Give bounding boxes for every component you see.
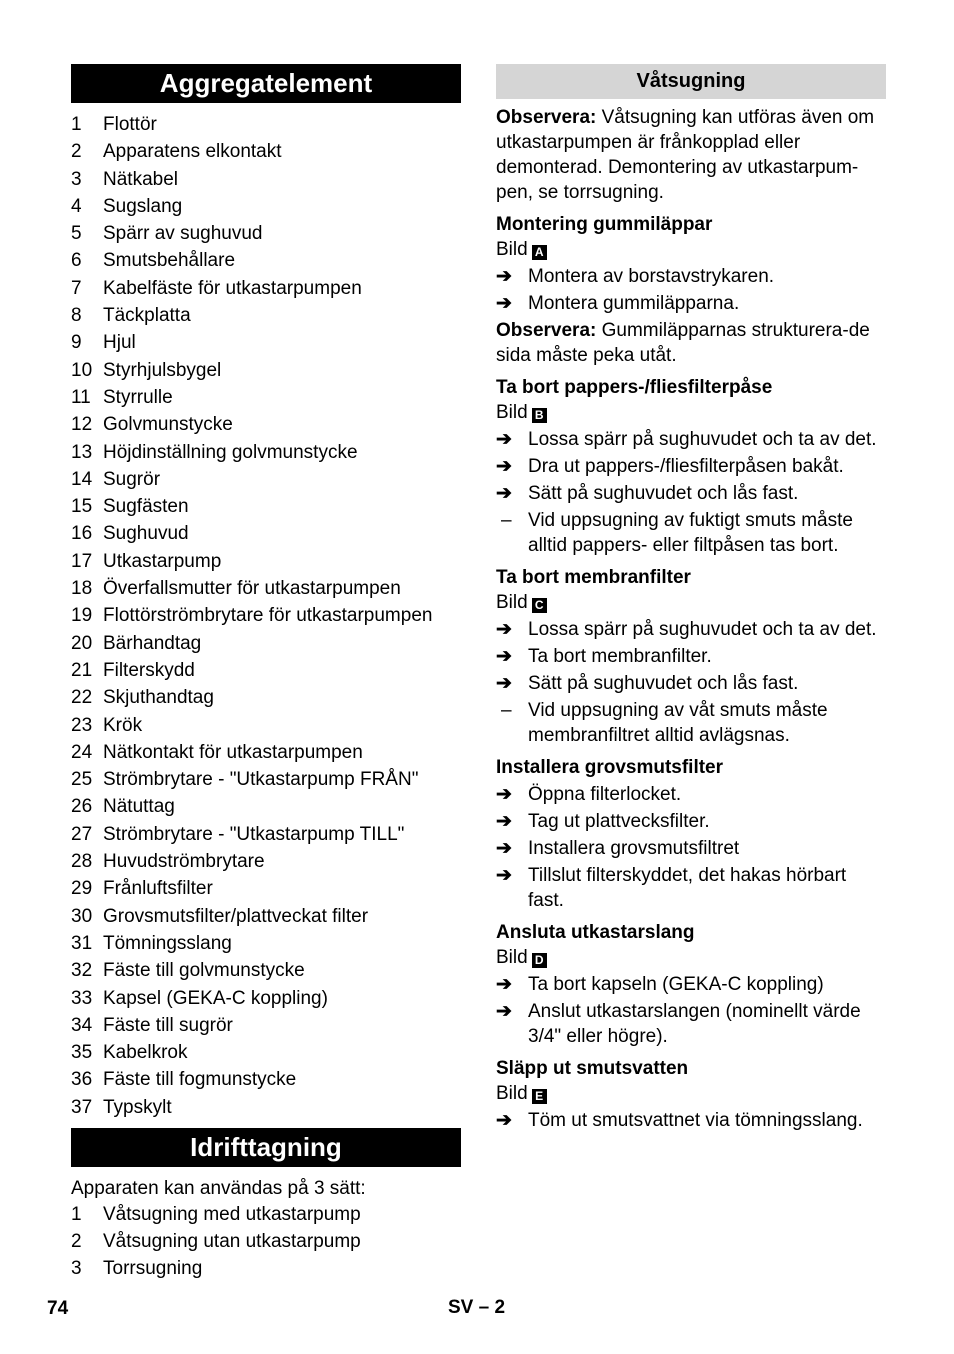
figure-label: Bild	[496, 947, 528, 968]
startup-mode-item	[71, 1201, 461, 1228]
instruction-step-text: Sätt på sughuvudet och lås fast.	[528, 673, 799, 694]
component-item-number: 10	[71, 359, 93, 381]
component-item-label: Nätkontakt för utkastarpumpen	[103, 741, 363, 763]
component-item-number: 34	[71, 1014, 93, 1036]
component-item-number: 22	[71, 687, 93, 709]
component-item-label: Fäste till fogmunstycke	[103, 1069, 297, 1091]
instruction-step-text: Sätt på sughuvudet och lås fast.	[528, 483, 799, 504]
component-item	[71, 220, 461, 247]
instruction-step	[496, 1108, 886, 1133]
instruction-step	[496, 481, 886, 506]
figure-label: Bild	[496, 239, 528, 260]
component-item-label: Golvmunstycke	[103, 414, 233, 436]
dash-bullet: –	[501, 700, 512, 721]
component-item-number: 18	[71, 578, 93, 600]
component-item-label: Utkastarpump	[103, 550, 222, 572]
component-item	[71, 630, 461, 657]
component-item-number: 24	[71, 741, 93, 763]
instruction-step-text: Montera gummiläpparna.	[528, 293, 740, 314]
component-item-label: Skjuthandtag	[103, 687, 214, 709]
figure-reference	[496, 1081, 886, 1106]
component-item	[71, 875, 461, 902]
instruction-step	[496, 999, 886, 1049]
instruction-step	[496, 454, 886, 479]
component-item	[71, 466, 461, 493]
component-item	[71, 329, 461, 356]
note-paragraph	[496, 318, 886, 368]
component-item-label: Styrrulle	[103, 386, 173, 408]
component-item	[71, 411, 461, 438]
component-item	[71, 985, 461, 1012]
startup-mode-item-label: Torrsugning	[103, 1257, 203, 1279]
component-item-number: 3	[71, 168, 82, 190]
component-item-label: Apparatens elkontakt	[103, 141, 282, 163]
component-item	[71, 957, 461, 984]
component-item-label: Kapsel (GEKA-C koppling)	[103, 987, 328, 1009]
instruction-step-text: Lossa spärr på sughuvudet och ta av det.	[528, 619, 877, 640]
right-column	[496, 64, 886, 1133]
component-item-label: Filterskydd	[103, 659, 195, 681]
component-item-label: Tömningsslang	[103, 932, 232, 954]
note-text: Gummiläpparnas strukturera-de sida måste peka utåt.	[496, 320, 870, 366]
instruction-step-text: Anslut utkastarslangen (nominellt värde 3/4" eller högre).	[528, 1001, 861, 1047]
arrow-right-icon: ➔	[496, 456, 512, 477]
dash-note	[496, 698, 886, 748]
component-item-number: 26	[71, 796, 93, 818]
component-item-number: 21	[71, 659, 93, 681]
component-item	[71, 193, 461, 220]
instruction-step	[496, 644, 886, 669]
arrow-right-icon: ➔	[496, 974, 512, 995]
component-item-number: 36	[71, 1069, 93, 1091]
instruction-step-text: Dra ut pappers-/fliesfilterpåsen bakåt.	[528, 456, 844, 477]
arrow-right-icon: ➔	[496, 429, 512, 450]
instruction-step-text: Töm ut smutsvattnet via tömningsslang.	[528, 1110, 863, 1131]
component-item-number: 28	[71, 851, 93, 873]
note-label: Observera:	[496, 320, 597, 341]
component-item-number: 9	[71, 332, 82, 354]
component-item-label: Frånluftsfilter	[103, 878, 213, 900]
component-item-label: Kabelkrok	[103, 1042, 188, 1064]
arrow-right-icon: ➔	[496, 266, 512, 287]
component-item-number: 37	[71, 1096, 93, 1118]
component-item-number: 17	[71, 550, 93, 572]
dash-note	[496, 508, 886, 558]
instruction-step	[496, 863, 886, 913]
component-item	[71, 111, 461, 138]
figure-letter-badge: D	[532, 953, 547, 968]
subsection-heading: Ansluta utkastarslang	[496, 922, 695, 943]
component-item	[71, 821, 461, 848]
section-title-wet-vacuuming: Våtsugning	[496, 64, 886, 99]
component-item-number: 2	[71, 141, 82, 163]
instruction-step	[496, 972, 886, 997]
component-item-number: 20	[71, 632, 93, 654]
left-column	[71, 64, 461, 1282]
component-item-number: 33	[71, 987, 93, 1009]
component-item-number: 5	[71, 223, 82, 245]
component-item	[71, 493, 461, 520]
component-item-number: 29	[71, 878, 93, 900]
instruction-step	[496, 264, 886, 289]
note-text: Våtsugning kan utföras även om utkastarpumpen är frånkopplad eller demonterad. Demontering av utkastarpum-pen, se torrsugning.	[496, 107, 875, 203]
instruction-step-text: Tag ut plattvecksfilter.	[528, 811, 710, 832]
component-item-number: 23	[71, 714, 93, 736]
component-item-number: 1	[71, 114, 82, 135]
component-item	[71, 275, 461, 302]
arrow-right-icon: ➔	[496, 811, 512, 832]
arrow-right-icon: ➔	[496, 483, 512, 504]
component-item	[71, 138, 461, 165]
startup-mode-item-label: Våtsugning med utkastarpump	[103, 1203, 361, 1225]
figure-letter-badge: E	[532, 1089, 547, 1104]
figure-reference	[496, 945, 886, 970]
dash-note-text: Vid uppsugning av våt smuts måste membranfiltret alltid avlägsnas.	[528, 700, 828, 746]
component-item-label: Styrhjulsbygel	[103, 359, 222, 381]
component-item-label: Kabelfäste för utkastarpumpen	[103, 277, 362, 299]
startup-mode-item-label: Våtsugning utan utkastarpump	[103, 1230, 361, 1252]
component-item-number: 32	[71, 960, 93, 982]
component-item-label: Sughuvud	[103, 523, 189, 545]
component-item-label: Smutsbehållare	[103, 250, 236, 272]
component-item-label: Flottörströmbrytare för utkastarpumpen	[103, 605, 433, 627]
component-item-number: 6	[71, 250, 82, 272]
component-item-number: 15	[71, 496, 93, 518]
component-item	[71, 712, 461, 739]
dash-note-text: Vid uppsugning av fuktigt smuts måste alltid pappers- eller filtpåsen tas bort.	[528, 510, 853, 556]
component-item-number: 4	[71, 195, 82, 217]
component-item	[71, 930, 461, 957]
arrow-right-icon: ➔	[496, 293, 512, 314]
note-label: Observera:	[496, 107, 597, 128]
startup-mode-item	[71, 1255, 461, 1282]
instruction-step-text: Tillslut filterskyddet, det hakas hörbart fast.	[528, 865, 847, 911]
component-item-label: Nätuttag	[103, 796, 175, 818]
component-item-label: Hjul	[103, 332, 136, 354]
subsection-heading: Släpp ut smutsvatten	[496, 1058, 689, 1079]
component-item-label: Sugslang	[103, 195, 183, 217]
component-item-label: Huvudströmbrytare	[103, 851, 265, 873]
component-item	[71, 1012, 461, 1039]
arrow-right-icon: ➔	[496, 1110, 512, 1131]
component-item	[71, 1094, 461, 1121]
figure-label: Bild	[496, 1083, 528, 1104]
component-item-label: Fäste till sugrör	[103, 1014, 233, 1036]
component-item-label: Fäste till golvmunstycke	[103, 960, 305, 982]
component-item	[71, 247, 461, 274]
dash-bullet: –	[501, 510, 512, 531]
instruction-step	[496, 809, 886, 834]
component-item-label: Spärr av sughuvud	[103, 223, 263, 245]
component-item	[71, 657, 461, 684]
component-item-label: Sugfästen	[103, 496, 189, 518]
instruction-step	[496, 617, 886, 642]
figure-letter-badge: A	[532, 245, 547, 260]
component-item	[71, 548, 461, 575]
instruction-step	[496, 291, 886, 316]
component-item	[71, 684, 461, 711]
component-item-label: Strömbrytare - "Utkastarpump TILL"	[103, 823, 405, 845]
startup-modes-list	[71, 1201, 461, 1282]
arrow-right-icon: ➔	[496, 673, 512, 694]
component-item	[71, 1039, 461, 1066]
section-title-components: Aggregatelement	[71, 64, 461, 103]
component-item	[71, 848, 461, 875]
component-item-number: 11	[71, 386, 91, 408]
component-item-number: 30	[71, 905, 93, 927]
component-item-number: 8	[71, 305, 82, 327]
component-item-label: Flottör	[103, 114, 157, 135]
component-item-label: Strömbrytare - "Utkastarpump FRÅN"	[103, 769, 419, 791]
component-item	[71, 357, 461, 384]
figure-label: Bild	[496, 402, 528, 423]
component-item-number: 12	[71, 414, 93, 436]
figure-reference	[496, 237, 886, 262]
subsection-heading: Ta bort membranfilter	[496, 567, 691, 588]
figure-letter-badge: C	[532, 598, 547, 613]
component-item-number: 25	[71, 769, 93, 791]
component-item	[71, 302, 461, 329]
startup-mode-item-number: 3	[71, 1257, 82, 1279]
component-item-number: 14	[71, 468, 93, 490]
component-item-label: Täckplatta	[103, 305, 191, 327]
component-item-number: 13	[71, 441, 93, 463]
arrow-right-icon: ➔	[496, 838, 512, 859]
component-item-number: 19	[71, 605, 93, 627]
component-item-number: 35	[71, 1042, 93, 1064]
figure-reference	[496, 400, 886, 425]
component-item	[71, 793, 461, 820]
startup-mode-item-number: 1	[71, 1203, 82, 1225]
component-item-number: 7	[71, 277, 82, 299]
component-item	[71, 739, 461, 766]
component-item	[71, 766, 461, 793]
component-item	[71, 1066, 461, 1093]
startup-intro: Apparaten kan användas på 3 sätt:	[71, 1177, 366, 1199]
instruction-step-text: Installera grovsmutsfiltret	[528, 838, 740, 859]
arrow-right-icon: ➔	[496, 1001, 512, 1022]
components-list	[71, 111, 461, 1121]
subsection-heading: Ta bort pappers-/fliesfilterpåse	[496, 377, 773, 398]
component-item-label: Krök	[103, 714, 143, 736]
component-item-label: Grovsmutsfilter/plattveckat filter	[103, 905, 369, 927]
component-item	[71, 166, 461, 193]
instruction-step-text: Öppna filterlocket.	[528, 784, 682, 805]
arrow-right-icon: ➔	[496, 784, 512, 805]
component-item-label: Sugrör	[103, 468, 161, 490]
instruction-step-text: Lossa spärr på sughuvudet och ta av det.	[528, 429, 877, 450]
component-item-number: 16	[71, 523, 93, 545]
section-title-startup: Idrifttagning	[71, 1128, 461, 1167]
instruction-step	[496, 427, 886, 452]
startup-mode-item-number: 2	[71, 1230, 82, 1252]
arrow-right-icon: ➔	[496, 619, 512, 640]
component-item	[71, 903, 461, 930]
component-item-label: Bärhandtag	[103, 632, 202, 654]
instruction-step	[496, 836, 886, 861]
figure-reference	[496, 590, 886, 615]
instruction-step	[496, 782, 886, 807]
figure-label: Bild	[496, 592, 528, 613]
instruction-step-text: Ta bort kapseln (GEKA-C koppling)	[528, 974, 824, 995]
component-item	[71, 384, 461, 411]
startup-mode-item	[71, 1228, 461, 1255]
component-item	[71, 520, 461, 547]
subsection-heading: Installera grovsmutsfilter	[496, 757, 724, 778]
component-item	[71, 439, 461, 466]
page-number: 74	[47, 1298, 69, 1319]
component-item	[71, 575, 461, 602]
note-paragraph	[496, 105, 886, 205]
component-item-label: Nätkabel	[103, 168, 178, 190]
component-item-label: Överfallsmutter för utkastarpumpen	[103, 578, 401, 600]
subsection-heading: Montering gummiläppar	[496, 214, 713, 235]
instruction-step-text: Ta bort membranfilter.	[528, 646, 712, 667]
figure-letter-badge: B	[532, 408, 547, 423]
component-item-label: Höjdinställning golvmunstycke	[103, 441, 358, 463]
arrow-right-icon: ➔	[496, 865, 512, 886]
instruction-step	[496, 671, 886, 696]
component-item-label: Typskylt	[103, 1096, 172, 1118]
instruction-step-text: Montera av borstavstrykaren.	[528, 266, 775, 287]
language-code: SV – 2	[448, 1297, 506, 1318]
component-item-number: 31	[71, 932, 93, 954]
component-item-number: 27	[71, 823, 93, 845]
arrow-right-icon: ➔	[496, 646, 512, 667]
component-item	[71, 602, 461, 629]
